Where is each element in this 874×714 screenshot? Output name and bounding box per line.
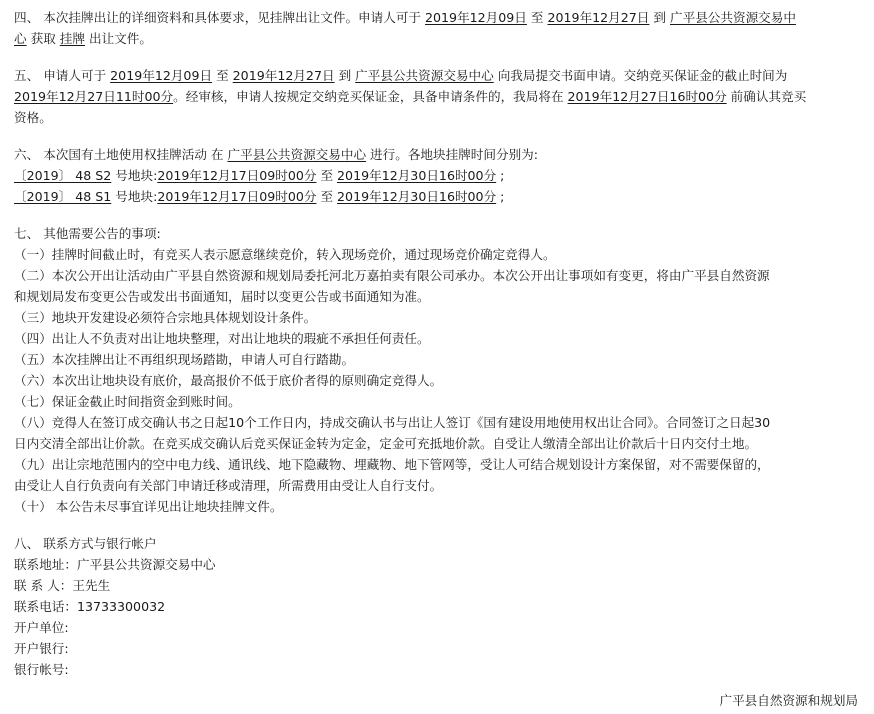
contact-address: 联系地址：广平县公共资源交易中心 <box>14 557 216 572</box>
section-7-line: （三）地块开发建设必须符合宗地具体规划设计条件。 <box>14 310 317 325</box>
section-7-line: 由受让人自行负责向有关部门申请迁移或清理，所需费用由受让人自行支付。 <box>14 478 443 493</box>
text: 六、 本次国有土地使用权挂牌活动 在 <box>14 147 228 162</box>
deposit-deadline: 2019年12月27日11时00分 <box>14 89 174 104</box>
announcement-document <box>14 7 862 680</box>
section-5-line-1 <box>14 65 862 86</box>
text: 四、 本次挂牌出让的详细资料和具体要求，见挂牌出让文件。申请人可于 <box>14 10 426 25</box>
text: 至 <box>316 189 338 204</box>
date-end: 2019年12月27日 <box>232 68 335 83</box>
listing-start: 2019年12月17日09时00分 <box>157 168 317 183</box>
date-end: 2019年12月27日 <box>547 10 650 25</box>
trading-center-name: 广平县公共资源交易中心 <box>355 68 494 83</box>
contact-phone: 联系电话：13733300032 <box>14 599 166 614</box>
bank-name: 开户银行: <box>14 641 69 656</box>
text: 号地块: <box>111 168 158 183</box>
section-7-line: （四）出让人不负责对出让地块整理，对出让地块的瑕疵不承担任何责任。 <box>14 331 430 346</box>
text: 前确认其竞买 <box>726 89 807 104</box>
section-7-line: （八）竞得人在签订成交确认书之日起10个工作日内，持成交确认书与出让人签订《国有建设用地使用权出让合同》。合同签订之日起30 <box>14 415 771 430</box>
section-7-line: （十） 本公告未尽事宜详见出让地块挂牌文件。 <box>14 499 283 514</box>
section-7-line: （九）出让宗地范围内的空中电力线、通讯线、地下隐藏物、埋藏物、地下管网等，受让人可结合规划设计方案保留，对不需要保留的， <box>14 457 770 472</box>
listing-end: 2019年12月30日16时00分 <box>337 168 497 183</box>
text: 获取 <box>26 31 60 46</box>
section-7-line: （七）保证金截止时间指资金到账时间。 <box>14 394 241 409</box>
text: 进行。各地块挂牌时间分别为: <box>366 147 539 162</box>
trading-center-name-cont: 心 <box>14 31 27 46</box>
section-7-line: 日内交清全部出让价款。在竞买成交确认后竞买保证金转为定金，定金可充抵地价款。自受让人缴清全部出让价款后十日内交付土地。 <box>14 436 758 451</box>
section-7-line: 和规划局发布变更公告或发出书面通知，届时以变更公告或书面通知为准。 <box>14 289 430 304</box>
parcel-code: 〔2019〕 48 S2 <box>14 168 112 183</box>
account-holder: 开户单位: <box>14 620 69 635</box>
section-7-line: （二）本次公开出让活动由广平县自然资源和规划局委托河北万嘉拍卖有限公司承办。本次公开出让事项如有变更，将由广平县自然资源 <box>14 268 770 283</box>
section-5-line-2 <box>14 86 862 107</box>
text: 五、 申请人可于 <box>14 68 111 83</box>
text: 到 <box>649 10 671 25</box>
trading-center-name: 广平县公共资源交易中心 <box>227 147 367 162</box>
parcel-line <box>14 186 862 207</box>
text: 。经审核，申请人按规定交纳竞买保证金，具备申请条件的，我局将在 <box>173 89 568 104</box>
section-4-line-2 <box>14 28 862 49</box>
section-7-heading: 七、 其他需要公告的事项: <box>14 226 161 241</box>
issuer-signature: 广平县自然资源和规划局 <box>719 693 858 708</box>
text: 至 <box>526 10 548 25</box>
listing-term: 挂牌 <box>59 31 85 46</box>
section-7-line: （五）本次挂牌出让不再组织现场踏勘，申请人可自行踏勘。 <box>14 352 355 367</box>
text: 到 <box>334 68 356 83</box>
contact-person: 联 系 人：王先生 <box>14 578 111 593</box>
text: 至 <box>212 68 233 83</box>
trading-center-name: 广平县公共资源交易中 <box>670 10 796 25</box>
section-7-line: （六）本次出让地块设有底价，最高报价不低于底价者得的原则确定竞得人。 <box>14 373 443 388</box>
parcel-line <box>14 165 862 186</box>
section-4-line-1 <box>14 7 862 28</box>
text: 出让文件。 <box>84 31 152 46</box>
section-8-heading: 八、 联系方式与银行帐户 <box>14 536 157 551</box>
date-start: 2019年12月09日 <box>425 10 527 25</box>
text: ; <box>496 189 505 204</box>
date-start: 2019年12月09日 <box>110 68 213 83</box>
text: 向我局提交书面申请。交纳竞买保证金的截止时间为 <box>493 68 788 83</box>
listing-start: 2019年12月17日09时00分 <box>157 189 317 204</box>
parcel-code: 〔2019〕 48 S1 <box>14 189 112 204</box>
listing-end: 2019年12月30日16时00分 <box>337 189 497 204</box>
text: ; <box>496 168 505 183</box>
section-5-line-3: 资格。 <box>14 110 52 125</box>
section-7-line: （一）挂牌时间截止时，有竞买人表示愿意继续竞价，转入现场竞价，通过现场竞价确定竞得人。 <box>14 247 556 262</box>
qualification-time: 2019年12月27日16时00分 <box>567 89 727 104</box>
text: 至 <box>316 168 338 183</box>
section-6-line-1 <box>14 144 862 165</box>
bank-account: 银行帐号: <box>14 662 69 677</box>
text: 号地块: <box>111 189 158 204</box>
